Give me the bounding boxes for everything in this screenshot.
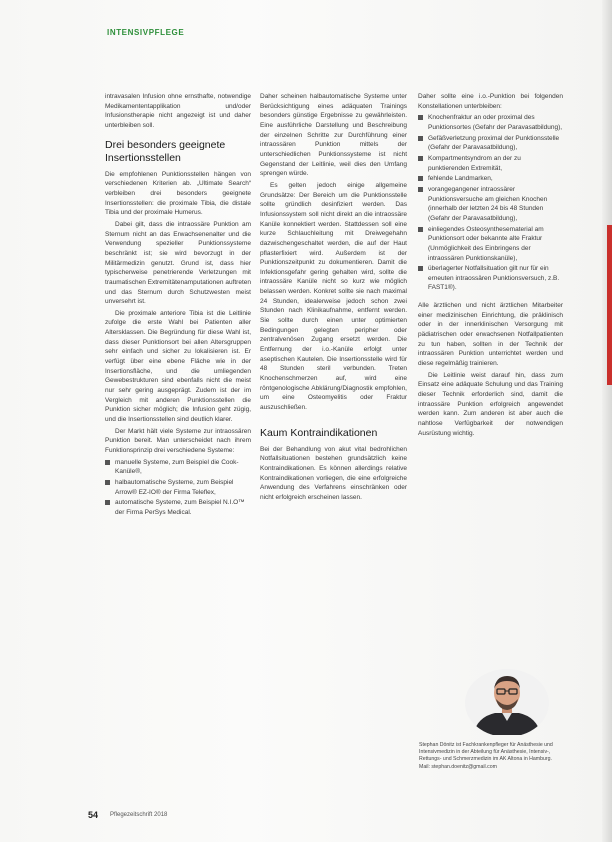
list-item <box>418 174 563 184</box>
author-photo <box>463 665 551 735</box>
paragraph: Bei der Behandlung von akut vital bedrohlichen Notfallsituationen bestehen grundsätzlich keine Kontraindikationen. Es können allerdings relative Kontraindikationen vorliegen, die eine erfolgreiche Anwendung des Verfahrens einschränken oder nicht erfolgreich erscheinen lassen. <box>260 445 407 501</box>
bullet-list <box>418 113 563 293</box>
list-item <box>418 113 563 132</box>
magazine-name: Pflegezeitschrift 2018 <box>110 812 168 818</box>
subheading: Drei besonders geeignete Insertionsstellen <box>105 138 226 164</box>
author-caption: Stephan Dönitz ist Fachkrankenpfleger für Anästhesie und Intensivmedizin in der Abteilung für Anästhesie, Intensiv-, Rettungs- und Schmerzmedizin im AK Altona in Hamburg. Mail: stephan.doenitz@gmail.com <box>419 742 553 770</box>
paragraph: Daher scheinen halbautomatische Systeme unter Berücksichtigung eines adäquaten Trainings besonders günstige Ergebnisse zu gewährleisten. Eine ausführliche Darstellung und Beschreibung der einzelnen Schritte zur Durchführung einer intraossären Punktion mittels der unterschiedlichen Punktionssysteme ist nicht Gegenstand der Leitlinie, weil dies den Umfang sprengen würde. <box>260 93 407 178</box>
list-item <box>418 134 563 153</box>
column-3 <box>418 92 563 440</box>
red-section-tab <box>607 225 612 385</box>
page-edge-shadow <box>602 0 612 842</box>
bullet-square-icon <box>418 266 423 271</box>
list-item-text: Gefäßverletzung proximal der Punktionsstelle (Gefahr der Paravasatbildung), <box>428 134 560 152</box>
list-item-text: manuelle Systeme, zum Beispiel die Cook-Kanüle®, <box>115 458 239 476</box>
bullet-square-icon <box>105 460 110 465</box>
list-item-text: einliegendes Osteosynthesematerial am Punktionsort oder bekannte alte Fraktur (Unmöglichkeit des Einbringens der intraossären Punktionskanüle), <box>428 225 544 262</box>
bullet-square-icon <box>418 187 423 192</box>
paragraph: Der Markt hält viele Systeme zur intraossären Punktion bereit. Man unterscheidet nach ihrem Funktionsprinzip drei verschiedene Systeme: <box>105 427 251 454</box>
paragraph: Dabei gilt, dass die intraossäre Punktion am Sternum nicht an das Erwachsenenalter und die Verwendung spezieller Punktionssysteme beschränkt ist; sie wird bevorzugt in der Militärmedizin genutzt. Grund ist, dass hier typischerweise penetrierende Verletzungen mit traumatischen Extremitätenamputationen auftreten und das Sternum durch Schutzwesten meist unversehrt ist. <box>105 220 251 306</box>
bullet-list <box>105 458 251 518</box>
bullet-square-icon <box>418 156 423 161</box>
bullet-square-icon <box>105 480 110 485</box>
list-item-text: überlagerter Notfallsituation gilt nur für ein erneuten intraossären Punktionsversuch, z.B. FAST1®). <box>428 265 560 292</box>
paragraph: intravasalen Infusion ohne ernsthafte, notwendige Medikamententapplikation und/oder Infusionstherapie nicht angezeigt ist und daher unterbleiben soll. <box>105 93 251 129</box>
paragraph: Die empfohlenen Punktionsstellen hängen von verschiedenen Kriterien ab. „Ultimate Search“ verbleiben drei besonders geeignete Insertionsstellen: die proximale Tibia, die distale Tibia und der proximale Humerus. <box>105 170 251 217</box>
list-item-text: fehlende Landmarken, <box>428 175 493 183</box>
paragraph: Die proximale anteriore Tibia ist die Leitlinie zufolge die erste Wahl bei Patienten aller Altersklassen. Die Begründung für diese Wahl ist, dass dieser Punktionsort bei allen Altersgruppen sehr einfach und sicher zu lokalisieren ist. Er verfügt über eine ebene Fläche wie in der Insertionsfläche, und die umliegenden Gewebestrukturen sind ebenfalls nicht die meist nur sehr gering ausgeprägt. Zudem ist der im Vergleich mit anderen Punktionsstellen die Punktion sicher möglich; die Infusion geht zügig, und die Insertionsstellen sind deutlich klarer. <box>105 309 251 424</box>
list-item <box>105 478 251 497</box>
paragraph: Daher sollte eine i.o.-Punktion bei folgenden Konstellationen unterbleiben: <box>418 93 563 110</box>
paragraph: Alle ärztlichen und nicht ärztlichen Mitarbeiter einer medizinischen Einrichtung, die präklinisch oder in der innerklinischen Versorgung mit pädiatrischen oder erwachsenen Notfallpatienten zu tun haben, sollten in der Technik der intraossären Punktion unterrichtet werden und diese regelmäßig trainieren. <box>418 302 563 368</box>
list-item-text: halbautomatische Systeme, zum Beispiel Arrow® EZ-IO® der Firma Teleflex, <box>115 478 234 496</box>
page-number: 54 <box>88 810 99 820</box>
column-2 <box>260 92 407 505</box>
list-item <box>105 498 251 517</box>
list-item <box>418 154 563 173</box>
list-item <box>418 225 563 264</box>
bullet-square-icon <box>105 500 110 505</box>
paragraph: Es gelten jedoch einige allgemeine Grundsätze: Der Bereich um die Punktionsstelle sollte gründlich desinfiziert werden. Das Infusionssystem soll nicht direkt an die intraossäre Kanüle konnektiert werden. Stattdessen soll eine kurze Schlauchleitung mit Dreiwegehahn dazwischengeschaltet werden, die auf der Haut pflasterfixiert wird. Außerdem ist der Punktionszeitpunkt zu dokumentieren. Damit die Infektionsgefahr gering gehalten wird, sollte die intraossäre Kanüle nicht so kurz wie möglich belassen werden. Konkret sollte sie nach maximal 24 Stunden, idealerweise jedoch schon zwei Stunden nach Klinikaufnahme, entfernt werden. Sie sollte durch einen unter optimierten Bedingungen gelegten peripher oder zentralvenösen Zugang ersetzt werden. Die Entfernung der i.o.-Kanüle erfolgt unter aseptischen Kautelen. Die Insertionsstelle wird für 48 Stunden steril verbunden. Treten Knochenschmerzen auf, wird eine röntgenologische Abklärung/Diagnostik empfohlen, um eine Osteomyelitis oder Fraktur auszuschließen. <box>260 181 407 411</box>
bullet-square-icon <box>418 176 423 181</box>
subheading: Kaum Kontraindikationen <box>260 426 378 439</box>
paragraph: Die Leitlinie weist darauf hin, dass zum Einsatz eine adäquate Schulung und das Training dieser Technik erforderlich sind, damit die intraossäre Punktion erfolgreich angewendet werden kann. Zum anderen ist aber auch die nahtlose Verfügbarkeit der notwendigen Ausrüstung wichtig. <box>418 371 563 437</box>
list-item-text: Kompartmentsyndrom an der zu punktierenden Extremität, <box>428 154 521 172</box>
bullet-square-icon <box>418 136 423 141</box>
bullet-square-icon <box>418 115 423 120</box>
list-item <box>418 185 563 224</box>
list-item <box>418 264 563 293</box>
bullet-square-icon <box>418 227 423 232</box>
list-item-text: Knochenfraktur an oder proximal des Punktionsortes (Gefahr der Paravasatbildung), <box>428 114 563 131</box>
list-item-text: automatische Systeme, zum Beispiel N.I.O™ der Firma PerSys Medical. <box>115 499 245 516</box>
section-header: INTENSIVPFLEGE <box>107 28 185 37</box>
list-item <box>105 458 251 477</box>
column-1 <box>105 92 251 521</box>
list-item-text: vorangegangener intraossärer Punktionsversuche am gleichen Knochen (innerhalb der letzten 24 bis 48 Stunden (Gefahr der Paravasatbildung), <box>428 185 548 222</box>
